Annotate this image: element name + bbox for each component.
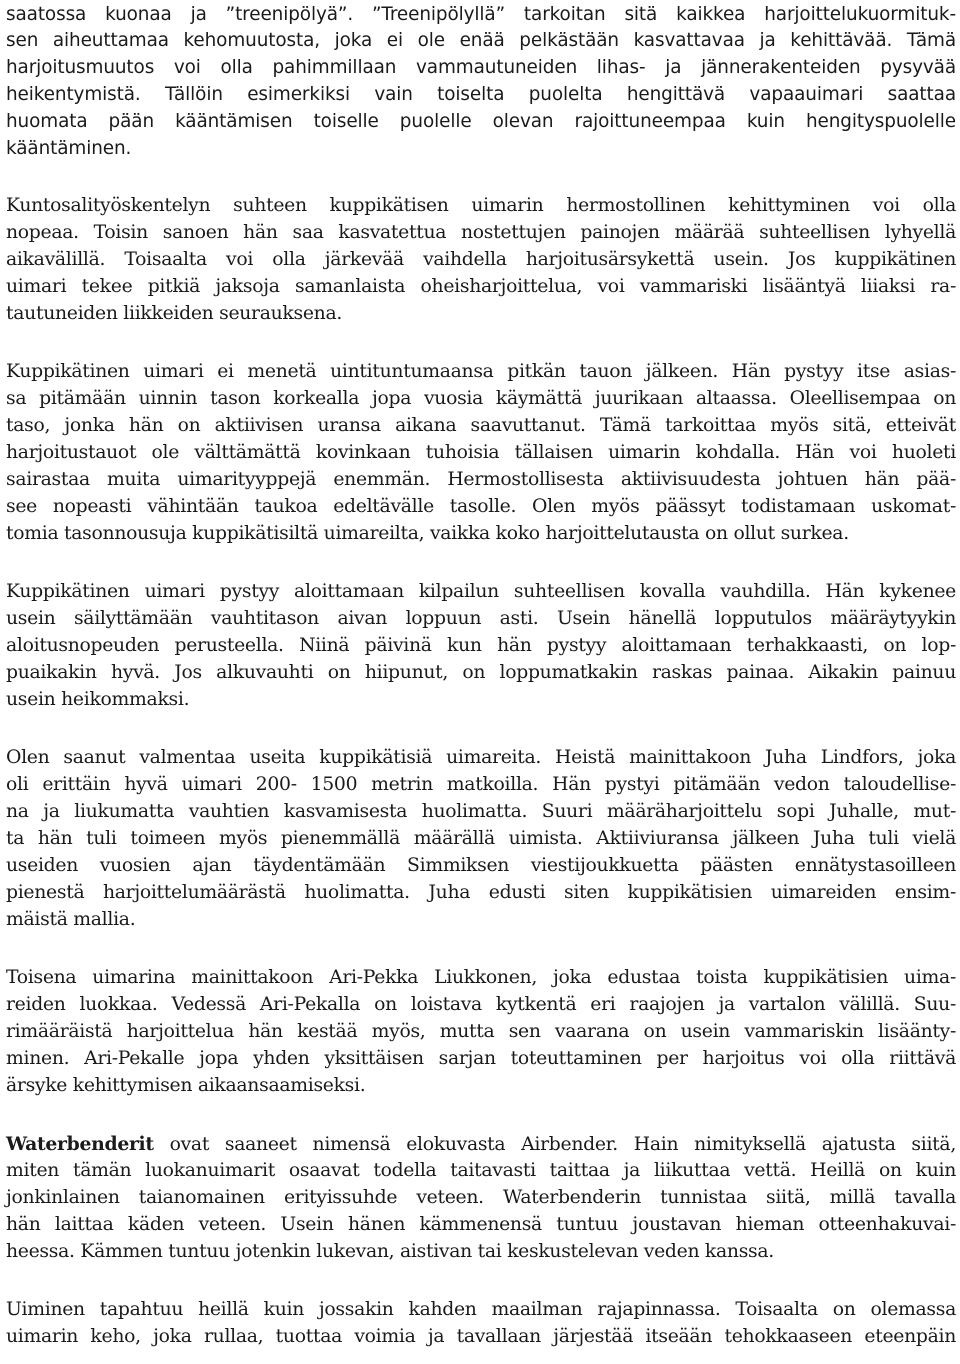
text-line: see nopeasti vähintään taukoa edeltävälle tasolle. Olen myös päässyt todistamaan uskomat- <box>6 496 956 517</box>
text-line: tautuneiden liikkeiden seurauksena. <box>6 303 343 324</box>
text-line: harjoitusmuutos voi olla pahimmillaan vammautuneiden lihas- ja jännerakenteiden pysyvää <box>6 57 956 78</box>
text-line: sairastaa muita uimarityyppejä enemmän. Hermostollisesta aktiivisuudesta johtuen hän pää- <box>6 469 956 490</box>
text-line: Kuntosalityöskentelyn suhteen kuppikätisen uimarin hermostollinen kehittyminen voi olla <box>6 195 956 216</box>
text-line: saatossa kuonaa ja ”treenipölyä”. ”Treenipölyllä” tarkoitan sitä kaikkea harjoittelukuormituk- <box>6 4 956 25</box>
text-line: uimari tekee pitkiä jaksoja samanlaista oheisharjoittelua, voi vammariski lisääntyä liiaksi ra- <box>6 276 956 297</box>
text-line: na ja liukumatta vauhtien kasvamisesta huolimatta. Suuri määräharjoittelu sopi Juhalle, mut- <box>6 801 956 822</box>
text-line: heessa. Kämmen tuntuu jotenkin lukevan, aistivan tai keskustelevan veden kanssa. <box>6 1241 774 1262</box>
text-line: taso, jonka hän on aktiivisen uransa aikana saavuttanut. Tämä tarkoittaa myös sitä, etteivät <box>6 415 956 436</box>
text-line: kääntäminen. <box>6 138 132 159</box>
text-line: usein säilyttämään vauhtitason aivan loppuun asti. Usein hänellä lopputulos määräytyykin <box>6 608 956 629</box>
text-line <box>6 1129 956 1159</box>
text-line: oli erittäin hyvä uimari 200- 1500 metrin matkoilla. Hän pystyi pitämään vedon taloudellise- <box>6 774 956 795</box>
text-line: huomata pään kääntämisen toiselle puolelle olevan rajoittuneempaa kuin hengityspuolelle <box>6 111 956 132</box>
text-line: miten tämän luokanuimarit osaavat todella taitavasti taittaa ja liikuttaa vettä. Heillä on kuin <box>6 1160 956 1181</box>
text-line: jonkinlainen taianomainen erityissuhde veteen. Waterbenderin tunnistaa siitä, millä tavalla <box>6 1187 956 1208</box>
text-line: useiden vuosien ajan täydentämään Simmiksen viestijoukkuetta päästen ennätystasoilleen <box>6 855 956 876</box>
text-line: heikentymistä. Tällöin esimerkiksi vain toiselta puolelta hengittävä vapaauimari saattaa <box>6 84 956 105</box>
text-line: tomia tasonnousuja kuppikätisiltä uimareilta, vaikka koko harjoittelutausta on ollut surkea. <box>6 523 849 544</box>
text-line: harjoitustauot ole välttämättä kovinkaan tuhoisia tällaisen uimarin kohdalla. Hän voi huoleti <box>6 442 956 463</box>
text-line: uimarin keho, joka rullaa, tuottaa voimia ja tavallaan järjestää itseään tehokkaaseen eteenpäin <box>6 1326 956 1347</box>
text-line: mäistä mallia. <box>6 909 136 930</box>
text-line: aloitusnopeuden perusteella. Niinä päivinä kun hän pystyy aloittamaan terhakkaasti, on lop- <box>6 635 956 656</box>
text-line: ärsyke kehittymisen aikaansaamiseksi. <box>6 1075 366 1096</box>
text-line: ta hän tuli toimeen myös pienemmällä määrällä uimista. Aktiiviuransa jälkeen Juha tuli vielä <box>6 828 956 849</box>
text-line: usein heikommaksi. <box>6 689 190 710</box>
text-line: pienestä harjoittelumäärästä huolimatta. Juha edusti siten kuppikätisien uimareiden ensim- <box>6 882 956 903</box>
text-line: nopeaa. Toisin sanoen hän saa kasvatettua nostettujen painojen määrää suhteellisen lyhyellä <box>6 222 956 243</box>
text-line: Uiminen tapahtuu heillä kuin jossakin kahden maailman rajapinnassa. Toisaalta on olemassa <box>6 1299 956 1320</box>
text-line: puaikakin hyvä. Jos alkuvauhti on hiipunut, on loppumatkakin raskas painaa. Aikakin painuu <box>6 662 956 683</box>
text-line: Olen saanut valmentaa useita kuppikätisiä uimareita. Heistä mainittakoon Juha Lindfors, joka <box>6 747 956 768</box>
term-waterbenderit: Waterbenderit <box>6 1133 154 1155</box>
text-line: Toisena uimarina mainittakoon Ari-Pekka Liukkonen, joka edustaa toista kuppikätisien uima- <box>6 967 956 988</box>
text-line: hän laittaa käden veteen. Usein hänen kämmenensä tuntuu joustavan hieman otteenhakuvai- <box>6 1214 956 1235</box>
text-line: Kuppikätinen uimari ei menetä uintituntumaansa pitkän tauon jälkeen. Hän pystyy itse asias- <box>6 361 956 382</box>
text-line: rimääräistä harjoittelua hän kestää myös, mutta sen vaarana on usein vammariskin lisäänty- <box>6 1021 956 1042</box>
text-line: sen aiheuttamaa kehomuutosta, joka ei ole enää pelkästään kasvattavaa ja kehittävää. Tämä <box>6 30 956 51</box>
text-line: aikavälillä. Toisaalta voi olla järkevää vaihdella harjoitusärsykettä usein. Jos kuppikätinen <box>6 249 956 270</box>
text-span: ovat saaneet nimensä elokuvasta Airbender. Hain nimityksellä ajatusta siitä, <box>153 1134 956 1155</box>
text-line: minen. Ari-Pekalle jopa yhden yksittäisen sarjan toteuttaminen per harjoitus voi olla riittävä <box>6 1048 956 1069</box>
text-line: sa pitämään uinnin tason korkealla jopa vuosia käymättä juurikaan altaassa. Oleellisempaa on <box>6 388 956 409</box>
text-line: reiden luokkaa. Vedessä Ari-Pekalla on loistava kytkentä eri raajojen ja vartalon välillä. Suu- <box>6 994 956 1015</box>
text-line: Kuppikätinen uimari pystyy aloittamaan kilpailun suhteellisen kovalla vauhdilla. Hän kykenee <box>6 581 956 602</box>
